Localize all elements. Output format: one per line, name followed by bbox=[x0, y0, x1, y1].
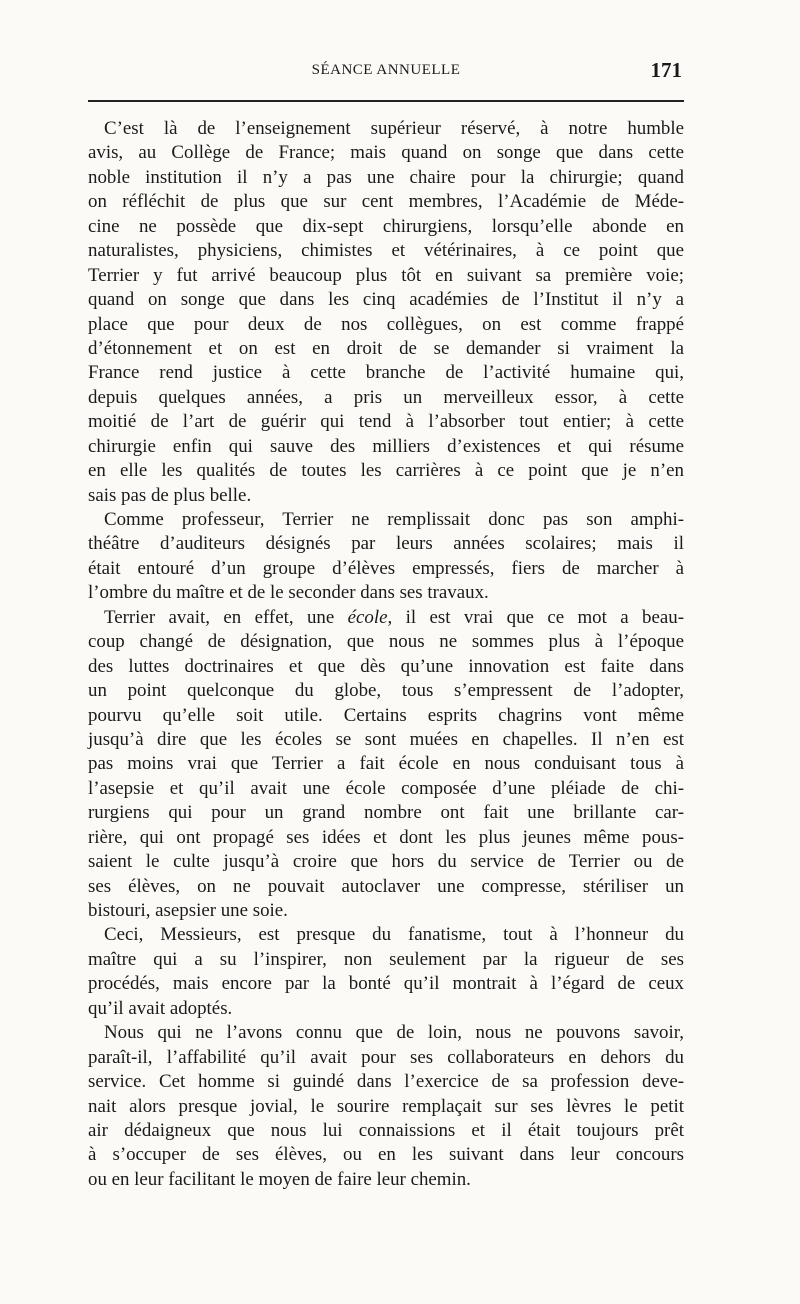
text-line: cine ne possède que dix-sept chirurgiens, lorsqu’elle abonde en bbox=[88, 215, 684, 237]
text-line: rurgiens qui pour un grand nombre ont fait une brillante car- bbox=[88, 802, 684, 824]
text-line: on réfléchit de plus que sur cent membres, l’Académie de Méde- bbox=[88, 191, 684, 213]
text-line: bistouri, asepsier une soie. bbox=[88, 900, 288, 921]
text-line: ou en leur facilitant le moyen de faire leur chemin. bbox=[88, 1168, 471, 1190]
text-line: pourvu qu’elle soit utile. Certains esprits chagrins vont même bbox=[88, 704, 684, 726]
text-line: Comme professeur, Terrier ne remplissait donc pas son amphi- bbox=[104, 509, 684, 530]
text-line: avis, au Collège de France; mais quand on songe que dans cette bbox=[88, 142, 684, 164]
text-line: C’est là de l’enseignement supérieur réservé, à notre humble bbox=[104, 118, 684, 139]
text-line: théâtre d’auditeurs désignés par leurs années scolaires; mais il bbox=[88, 533, 684, 555]
text-line: naturalistes, physiciens, chimistes et vétérinaires, à ce point que bbox=[88, 240, 684, 262]
text-line: nait alors presque jovial, le sourire remplaçait sur ses lèvres le petit bbox=[88, 1095, 684, 1117]
text-line: procédés, mais encore par la bonté qu’il montrait à l’égard de ceux bbox=[88, 973, 684, 995]
text-line: des luttes doctrinaires et que dès qu’une innovation est faite dans bbox=[88, 655, 684, 677]
text-line: Terrier y fut arrivé beaucoup plus tôt en suivant sa première voie; bbox=[88, 264, 684, 286]
text-line: chirurgie enfin qui sauve des milliers d’existences et qui résume bbox=[88, 435, 684, 457]
text-line: rière, qui ont propagé ses idées et dont les plus jeunes même pous- bbox=[88, 826, 684, 848]
text-line: maître qui a su l’inspirer, non seulement par la rigueur de ses bbox=[88, 948, 684, 970]
text-line: Nous qui ne l’avons connu que de loin, nous ne pouvons savoir, bbox=[104, 1022, 684, 1044]
text-line: d’étonnement et on est en droit de se demander si vraiment la bbox=[88, 337, 684, 359]
text-line: l’ombre du maître et de le seconder dans ses travaux. bbox=[88, 582, 489, 604]
running-title: SÉANCE ANNUELLE bbox=[311, 62, 461, 78]
body-text bbox=[88, 117, 684, 1192]
text-line: était entouré d’un groupe d’élèves empressés, fiers de marcher à bbox=[88, 557, 684, 579]
text-line: air dédaigneux que nous lui connaissions et il était toujours prêt bbox=[88, 1119, 684, 1141]
text-line: France rend justice à cette branche de l’activité humaine qui, bbox=[88, 362, 684, 384]
paragraph bbox=[88, 923, 684, 1021]
text-line: un point quelconque du globe, tous s’empressent de l’adopter, bbox=[88, 680, 684, 702]
text-line: depuis quelques années, a pris un merveilleux essor, à cette bbox=[88, 386, 684, 408]
running-head bbox=[88, 58, 684, 88]
text-line: coup changé de désignation, que nous ne sommes plus à l’époque bbox=[88, 631, 684, 653]
paragraph bbox=[88, 606, 684, 924]
text-line: moitié de l’art de guérir qui tend à l’absorber tout entier; à cette bbox=[88, 411, 684, 433]
text-line: en elle les qualités de toutes les carrières à ce point que je n’en bbox=[88, 460, 684, 482]
paragraph bbox=[88, 1021, 684, 1192]
text-line: Terrier avait, en effet, une école, il est vrai que ce mot a beau- bbox=[104, 606, 684, 628]
paragraph bbox=[88, 508, 684, 606]
text-line: saient le culte jusqu’à croire que hors du service de Terrier ou de bbox=[88, 851, 684, 873]
paragraph bbox=[88, 117, 684, 508]
text-line: paraît-il, l’affabilité qu’il avait pour ses collaborateurs en dehors du bbox=[88, 1046, 684, 1068]
text-line: place que pour deux de nos collègues, on est comme frappé bbox=[88, 313, 684, 335]
text-line: l’asepsie et qu’il avait une école composée d’une pléiade de chi- bbox=[88, 777, 684, 799]
text-line: pas moins vrai que Terrier a fait école en nous conduisant tous à bbox=[88, 753, 684, 775]
text-line: quand on songe que dans les cinq académies de l’Institut il n’y a bbox=[88, 289, 684, 311]
text-line: service. Cet homme si guindé dans l’exercice de sa profession deve- bbox=[88, 1071, 684, 1093]
text-line: à s’occuper de ses élèves, ou en les suivant dans leur concours bbox=[88, 1144, 684, 1166]
text-line: ses élèves, on ne pouvait autoclaver une compresse, stériliser un bbox=[88, 875, 684, 897]
text-line: qu’il avait adoptés. bbox=[88, 997, 233, 1019]
text-line: noble institution il n’y a pas une chaire pour la chirurgie; quand bbox=[88, 166, 684, 188]
text-line: Ceci, Messieurs, est presque du fanatisme, tout à l’honneur du bbox=[104, 924, 684, 946]
text-line: jusqu’à dire que les écoles se sont muées en chapelles. Il n’en est bbox=[88, 728, 684, 750]
page-number: 171 bbox=[650, 58, 682, 82]
header-rule bbox=[88, 100, 684, 102]
text-line: sais pas de plus belle. bbox=[88, 484, 252, 506]
